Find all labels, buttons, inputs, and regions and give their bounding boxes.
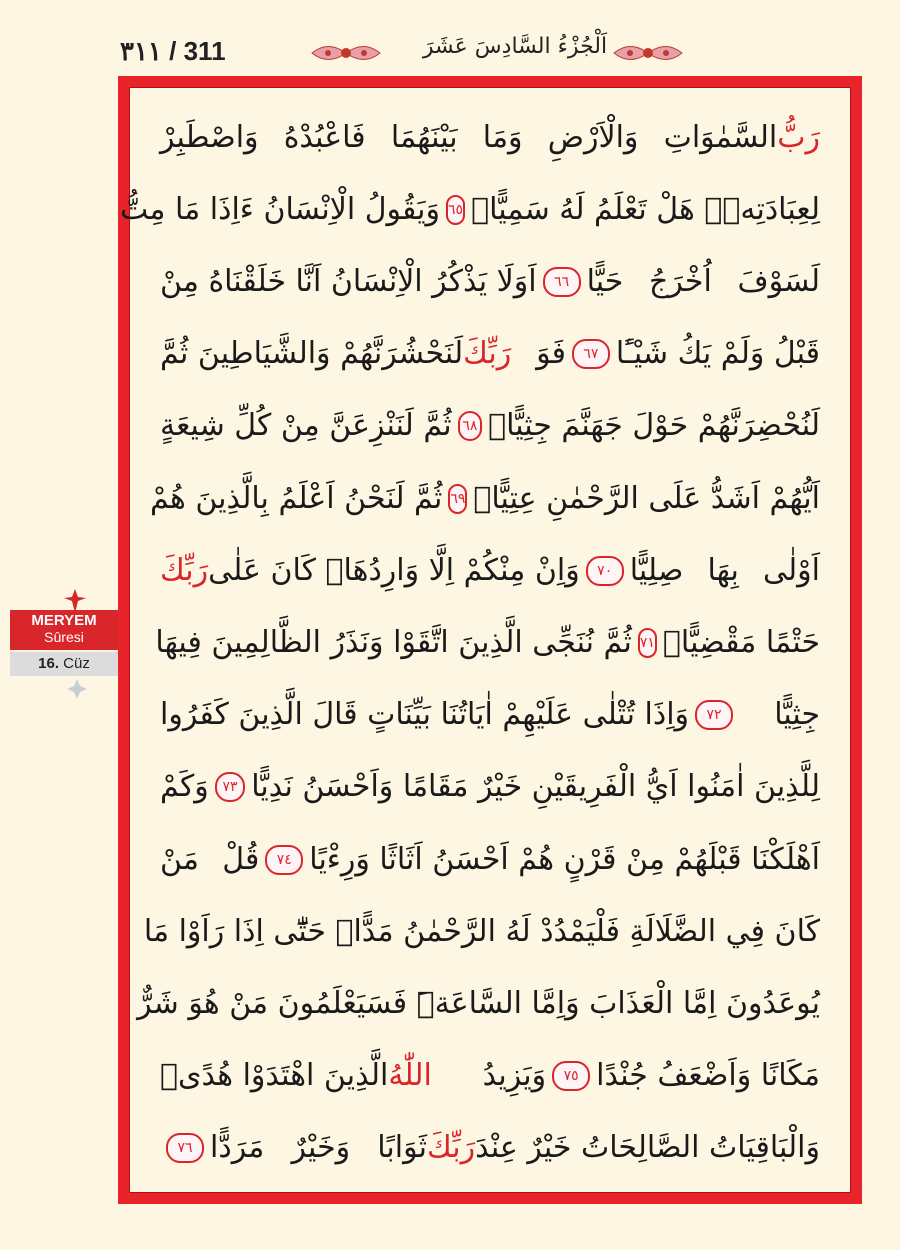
- verse-text: السَّمٰوَاتِ وَالْاَرْضِ وَمَا بَيْنَهُمَا فَاعْبُدْهُ وَاصْطَبِرْ: [160, 119, 778, 155]
- cuz-label-box: [10, 652, 118, 676]
- ayah-number-marker: ٧٦: [166, 1133, 204, 1163]
- verse-line: [160, 393, 820, 460]
- verse-text: اَيُّهُمْ اَشَدُّ عَلَى الرَّحْمٰنِ عِتِيًّاۚ: [473, 480, 820, 516]
- highlighted-word: رَبِّكَ: [160, 552, 209, 588]
- verse-line: [119, 176, 820, 243]
- fleur-icon: [66, 678, 88, 700]
- surah-name: MERYEM: [31, 612, 97, 629]
- floral-ornament-icon: [612, 40, 684, 66]
- floral-ornament-icon: [310, 40, 382, 66]
- verse-text: قَبْلُ وَلَمْ يَكُ شَيْـًٔا: [615, 336, 820, 372]
- verse-text: ثُمَّ لَنَنْزِعَنَّ مِنْ كُلِّ شِيعَةٍ: [160, 408, 452, 444]
- page-header: [120, 28, 865, 78]
- verse-line: [160, 682, 820, 749]
- verse-line: [155, 609, 820, 676]
- surah-label-box: [10, 610, 118, 650]
- cuz-label: Cüz: [63, 655, 90, 672]
- highlighted-word: رَبُّ: [777, 119, 820, 155]
- juz-title: اَلْجُزْءُ السَّادِسَ عَشَرَ: [422, 34, 608, 59]
- verse-text: كَانَ فِي الضَّلَالَةِ فَلْيَمْدُدْ لَهُ الرَّحْمٰنُ مَدًّاۚ حَتّٰٓى اِذَا رَاَوْا مَا: [143, 913, 820, 949]
- verse-text: ثُمَّ لَنَحْنُ اَعْلَمُ بِالَّذِينَ هُمْ: [150, 480, 443, 516]
- verse-line: [160, 826, 820, 893]
- ayah-number-marker: ٦٦: [543, 267, 581, 297]
- verse-text: الَّذِينَ اهْتَدَوْا هُدًىۜ: [160, 1058, 389, 1094]
- ayah-number-marker: ٧٣: [215, 772, 245, 802]
- verse-text: اَوَلَا يَذْكُرُ الْاِنْسَانُ اَنَّا خَلَقْنَاهُ مِنْ: [160, 263, 537, 299]
- ayah-number-marker: ٧٢: [695, 700, 733, 730]
- cuz-number: 16.: [38, 655, 59, 672]
- verse-text: ثَوَابًا وَخَيْرٌ مَرَدًّا: [210, 1130, 427, 1166]
- highlighted-word: رَبِّكَ: [426, 1130, 476, 1166]
- verse-text: قُلْ مَنْ: [160, 841, 260, 877]
- ayah-number-marker: ٦٥: [446, 195, 465, 225]
- verse-text: يُوعَدُونَ اِمَّا الْعَذَابَ وَاِمَّا السَّاعَةَۜ فَسَيَعْلَمُونَ مَنْ هُوَ شَرٌّ: [137, 985, 820, 1021]
- verse-text-area: [119, 104, 820, 1182]
- verse-line: [143, 898, 820, 965]
- ayah-number-marker: ٦٨: [458, 411, 482, 441]
- verse-text: مَكَانًا وَاَضْعَفُ جُنْدًا: [596, 1058, 820, 1094]
- verse-line: [160, 104, 820, 171]
- highlighted-word: رَبِّكَ: [463, 336, 512, 372]
- verse-line: [160, 248, 820, 315]
- verse-line: [160, 1043, 820, 1110]
- verse-text: اَوْلٰى بِهَا صِلِيًّا: [629, 552, 820, 588]
- verse-text: لِعِبَادَتِهٖۜ هَلْ تَعْلَمُ لَهُ سَمِيًّا۟: [471, 191, 820, 227]
- verse-text: لَنَحْشُرَنَّهُمْ وَالشَّيَاطِينَ ثُمَّ: [160, 336, 464, 372]
- verse-line: [160, 754, 820, 821]
- page-number: ٣١١ / 311: [120, 36, 226, 66]
- ayah-number-marker: ٦٩: [448, 484, 467, 514]
- verse-line: [160, 1115, 820, 1182]
- verse-text: حَتْمًا مَقْضِيًّاۚ: [662, 624, 820, 660]
- verse-text: وَكَمْ: [160, 769, 209, 805]
- verse-text: ثُمَّ نُنَجِّى الَّذِينَ اتَّقَوْا وَنَذَرُ الظَّالِمِينَ فِيهَا: [155, 624, 632, 660]
- surah-sub-label: Sûresi: [44, 629, 84, 645]
- highlighted-word: اللّٰهُ: [388, 1058, 432, 1094]
- ayah-number-marker: ٧٠: [586, 556, 624, 586]
- page-frame: [118, 76, 862, 1204]
- verse-text: لَسَوْفَ اُخْرَجُ حَيًّا: [586, 263, 820, 299]
- verse-text: وَيَزِيدُ: [482, 1058, 547, 1094]
- verse-text: وَالْبَاقِيَاتُ الصَّالِحَاتُ خَيْرٌ عِنْدَ: [475, 1130, 820, 1166]
- verse-text: فَوَ: [536, 336, 566, 372]
- text-panel: [119, 87, 851, 1193]
- verse-text: اَهْلَكْنَا قَبْلَهُمْ مِنْ قَرْنٍ هُمْ اَحْسَنُ اَثَاثًا وَرِءْيًا: [309, 841, 820, 877]
- verse-line: [137, 970, 820, 1037]
- ayah-number-marker: ٧١: [638, 628, 657, 658]
- verse-line: [160, 537, 820, 604]
- ayah-number-marker: ٧٤: [265, 845, 303, 875]
- ayah-number-marker: ٦٧: [572, 339, 610, 369]
- ayah-number-marker: ٧٥: [552, 1061, 590, 1091]
- verse-text: جِثِيًّا: [774, 697, 820, 733]
- verse-text: وَيَقُولُ الْاِنْسَانُ ءَاِذَا مَا مِتُّ: [119, 191, 441, 227]
- verse-text: وَاِنْ مِنْكُمْ اِلَّا وَارِدُهَاۚ كَانَ عَلٰى: [208, 552, 580, 588]
- verse-text: لِلَّذِينَ اٰمَنُوا اَيُّ الْفَرِيقَيْنِ خَيْرٌ مَقَامًا وَاَحْسَنُ نَدِيًّا: [251, 769, 820, 805]
- verse-text: لَنُحْضِرَنَّهُمْ حَوْلَ جَهَنَّمَ جِثِيًّاۚ: [488, 408, 820, 444]
- verse-line: [150, 465, 820, 532]
- verse-line: [160, 321, 820, 388]
- verse-text: وَاِذَا تُتْلٰى عَلَيْهِمْ اٰيَاتُنَا بَيِّنَاتٍ قَالَ الَّذِينَ كَفَرُوا: [160, 697, 690, 733]
